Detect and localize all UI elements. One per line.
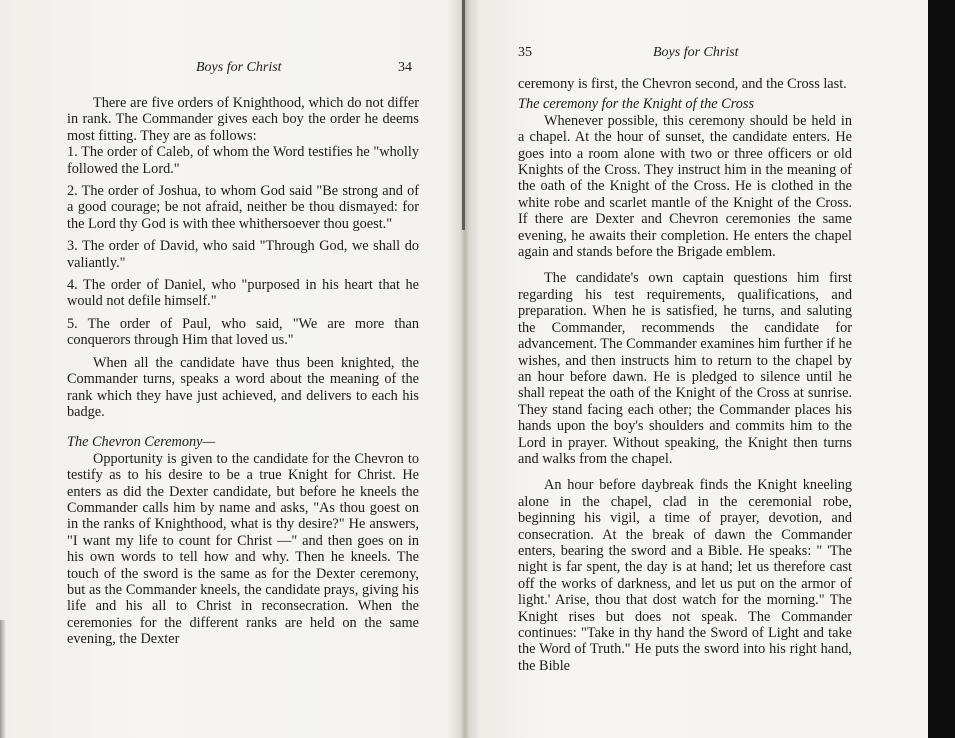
list-item: 2. The order of Joshua, to whom God said "Be strong and of a good courage; be not afraid, neither be thou dismayed: for the Lord thy God is with thee whithersoever thou goest." (67, 183, 419, 232)
running-title: Boys for Christ (196, 60, 282, 75)
running-title: Boys for Christ (653, 45, 739, 60)
section-heading: The ceremony for the Knight of the Cross (518, 96, 755, 113)
paragraph: ceremony is first, the Chevron second, and the Cross last. (518, 76, 847, 92)
paragraph: The candidate's own captain questions him first regarding his test requirements, qualifications, and preparation. When he is satisfied, he turns, and saluting the Commander, recommends the candidate for advancement. The Commander examines him further if he wishes, and then instructs him to return to the chapel by an hour before dawn. He is pledged to silence until he shall repeat the oath of the Knight of the Cross at sunrise. They stand facing each other; the Commander places his hands upon the boy's shoulders and commits him to the Lord in prayer. Without speaking, the Knight then turns and walks from the chapel. (518, 270, 853, 467)
left-page-body (67, 95, 419, 648)
list-item: 5. The order of Paul, who said, "We are more than conquerors through Him that loved us." (67, 315, 419, 349)
list-item: 1. The order of Caleb, of whom the Word testifies he "wholly followed the Lord." (67, 144, 419, 177)
right-page-body (518, 76, 852, 674)
book-gutter (448, 0, 482, 738)
right-page (478, 0, 928, 738)
list-item: 4. The order of Daniel, who "purposed in his heart that he would not defile himself." (67, 277, 419, 310)
page-number: 35 (518, 45, 532, 60)
section-heading: The Chevron Ceremony— (67, 434, 216, 451)
page-number: 34 (398, 60, 412, 75)
paragraph: There are five orders of Knighthood, which do not differ in rank. The Commander gives each boy the order he deems most fitting. They are as follows: (67, 95, 419, 144)
paragraph: Whenever possible, this ceremony should be held in a chapel. At the hour of sunset, the candidate enters. He goes into a room alone with two or three officers or old Knights of the Cross. They instruct him in the meaning of the oath of the Knight of the Cross. He is clothed in the white robe and scarlet mantle of the Knight of the Cross. If there are Dexter and Chevron ceremonies the same evening, he awaits their completion. He enters the chapel again and stands before the Brigade emblem. (518, 112, 852, 261)
left-page (0, 0, 466, 738)
scan-edge-shadow (928, 0, 955, 738)
paragraph: Opportunity is given to the candidate for the Chevron to testify as to his desire to be a true Knight for Christ. He enters as did the Dexter candidate, but before he kneels the Commander calls him by name and asks, "As thou goest on in the ranks of Knighthood, what is thy desire?" He answers, "I want my life to count for Christ —" and then goes on in his own words to tell how and why. Then he kneels. The touch of the sword is the same as for the Dexter ceremony, but as the Commander kneels, the candidate prays, giving his life and his all to Christ in reconsecration. When the ceremonies for the different ranks are held on the same evening, the Dexter (67, 450, 419, 648)
scan-edge-left (0, 620, 6, 738)
paragraph: An hour before daybreak finds the Knight kneeling alone in the chapel, clad in the ceremonial robe, beginning his vigil, a time of prayer, devotion, and consecration. At the break of dawn the Commander enters, bearing the sword and a Bible. He speaks: " 'The night is far spent, the day is at hand; let us therefore cast off the works of darkness, and let us put on the armor of light.' Arise, thou that dost watch for the morning." The Knight rises but does not speak. The Commander continues: "Take in thy hand the Sword of Light and take the Word of Truth." He puts the sword into his right hand, the Bible (518, 477, 852, 674)
binding-shadow (462, 0, 465, 230)
paragraph: When all the candidate have thus been knighted, the Commander turns, speaks a word about the meaning of the rank which they have just achieved, and delivers to each his badge. (67, 354, 419, 420)
list-item: 3. The order of David, who said "Through God, we shall do valiantly." (67, 238, 419, 271)
